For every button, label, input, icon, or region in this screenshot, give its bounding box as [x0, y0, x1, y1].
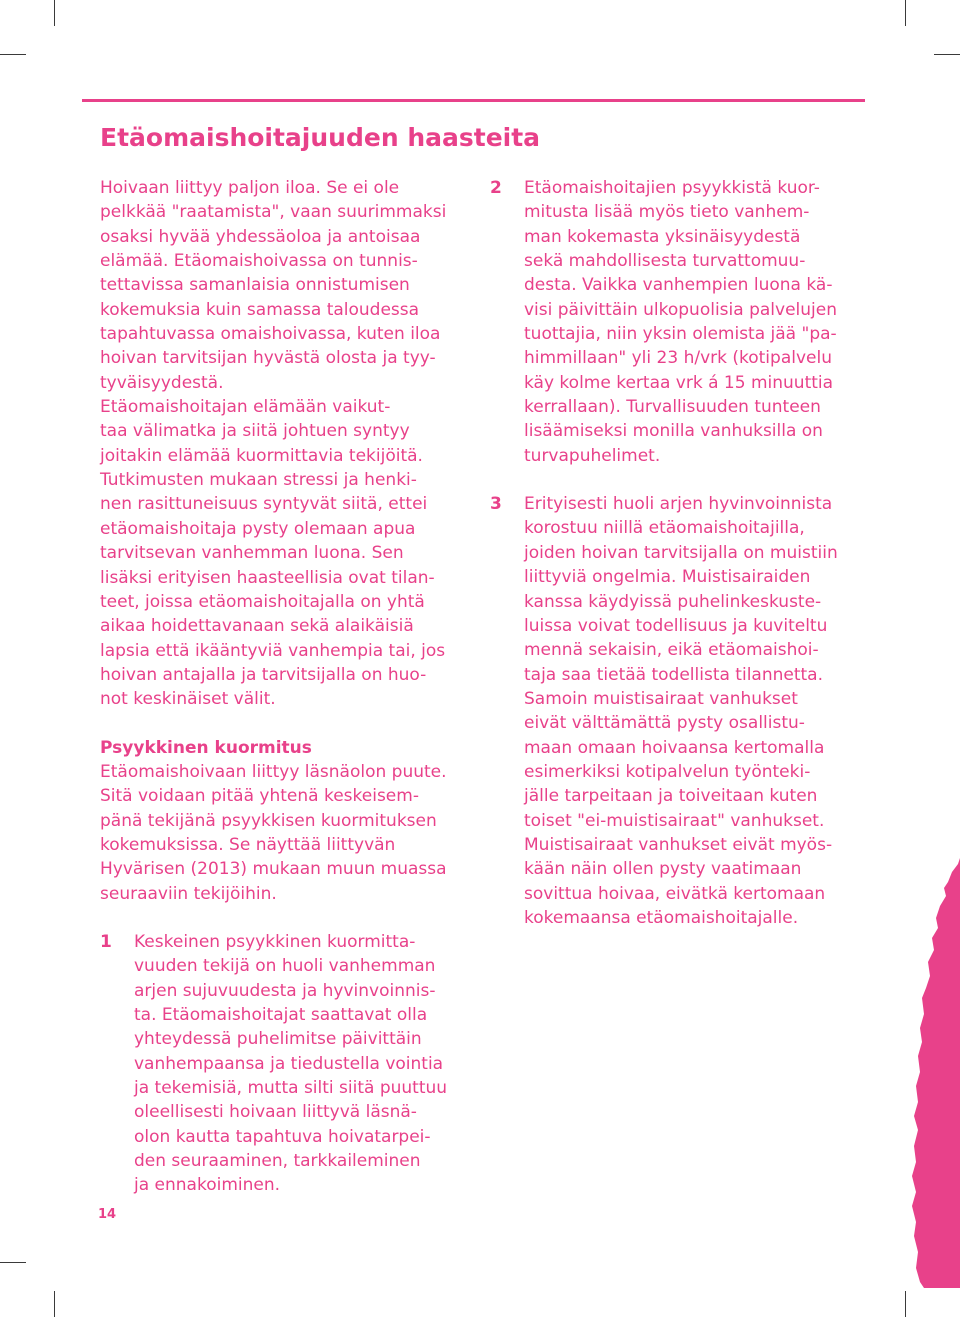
item-number: 2: [490, 178, 502, 198]
section-paragraph: Etäomaishoivaan liittyy läsnäolon puute. Sitä voidaan pitää yhtenä keskeisem- pänä tekijänä psyykkisen kuormituksen kokemuksissa. Se näyttää liittyvän Hyvärisen (2013) mukaan muun muassa seuraaviin tekijöihin.: [100, 761, 447, 904]
decorative-brush-stroke: [900, 858, 960, 1288]
crop-mark-left-top: [0, 54, 26, 55]
item-text: Erityisesti huoli arjen hyvinvoinnista korostuu niillä etäomaishoitajilla, joiden hoivan tarvitsijalla on muistiin liittyviä ongelmia. Muistisairaiden kanssa käydyissä puhelinkeskuste- luissa voivat todellisuus ja kuviteltu mennä sekaisin, eikä etäomaishoi- taja saa tietää todellista tilannetta. Samoin muistisairaat vanhukset eivät välttämättä pysty osallistu- maan omaan hoivaansa kertomalla esimerkiksi kotipalvelun työnteki- jälle tarpeitaan ja toiveitaan kuten toiset "ei-muistisairaat" vanhukset. Muistisairaat vanhukset eivät myös- kään näin ollen pysty vaatimaan sovittua hoivaa, eivätkä kertomaan kokemaansa etäomaishoitajalle.: [524, 494, 838, 928]
left-column: [100, 176, 478, 1198]
item-text: Keskeinen psyykkinen kuormitta- vuuden tekijä on huoli vanhemman arjen sujuvuudesta ja hyvinvoinnis- ta. Etäomaishoitajat saattavat olla yhteydessä puhelimitse päivittäin vanhempaansa ja tiedustella vointia ja tekemisiä, mutta silti siitä puuttuu oleellisesti hoivaan liittyvä läsnä- olon kautta tapahtuva hoivatarpei- den seuraaminen, tarkkaileminen ja ennakoiminen.: [134, 931, 448, 1196]
header-rule: [82, 99, 865, 102]
crop-mark-bottom-left: [54, 1291, 55, 1317]
crop-mark-right-top: [934, 54, 960, 55]
crop-mark-left-bottom: [0, 1262, 26, 1263]
item-number: 3: [490, 494, 502, 515]
page-title: Etäomaishoitajuuden haasteita: [100, 123, 541, 152]
crop-mark-top-left: [54, 0, 55, 26]
right-column: [490, 176, 880, 930]
item-number: 1: [100, 931, 112, 952]
numbered-item-2: [490, 176, 880, 468]
intro-paragraph-1: Hoivaan liittyy paljon iloa. Se ei ole pelkkää "raatamista", vaan suurimmaksi osaksi hyvää yhdessäoloa ja antoisaa elämää. Etäomaishoivassa on tunnis- tettavissa samanlaisia onnistumisen kokemuksia kuin samassa taloudessa tapahtuvassa omaishoivassa, kuten iloa hoivan tarvitsijan hyvästä olosta ja tyy- tyväisyydestä.: [100, 178, 447, 393]
crop-mark-bottom-right: [905, 1291, 906, 1317]
intro-paragraph-2: Etäomaishoitajan elämään vaikut- taa välimatka ja siitä johtuen syntyy joitakin elämää kuormittavia tekijöitä. Tutkimusten mukaan stressi ja henki- nen rasittuneisuus syntyvät siitä, ettei etäomaishoitaja pysty olemaan apua tarvitsevan vanhemman luona. Sen lisäksi erityisen haasteellisia ovat tilan- teet, joissa etäomaishoitajalla on yhtä aikaa hoidettavanaan sekä alaikäisiä lapsia että ikääntyviä vanhempia tai, jos hoivan antajalla ja tarvitsijalla on huo- not keskinäiset välit.: [100, 397, 446, 710]
item-text: Etäomaishoitajien psyykkistä kuor- mitusta lisää myös tieto vanhem- man kokemasta yksinäisyydestä sekä mahdollisesta turvattomuu- desta. Vaikka vanhempien luona kä- visi päivittäin ulkopuolisia palvelujen tuottajia, niin yksin olemista jää "pa- himmillaan" yli 23 h/vrk (kotipalvelu käy kolme kertaa vrk á 15 minuuttia kerrallaan). Turvallisuuden tunteen lisäämiseksi monilla vanhuksilla on turvapuhelimet.: [524, 178, 837, 466]
page-number: 14: [98, 1207, 117, 1222]
crop-mark-top-right: [905, 0, 906, 26]
numbered-item-3: [490, 492, 880, 930]
numbered-item-1: [100, 930, 478, 1198]
section-subheading: Psyykkinen kuormitus: [100, 737, 312, 758]
